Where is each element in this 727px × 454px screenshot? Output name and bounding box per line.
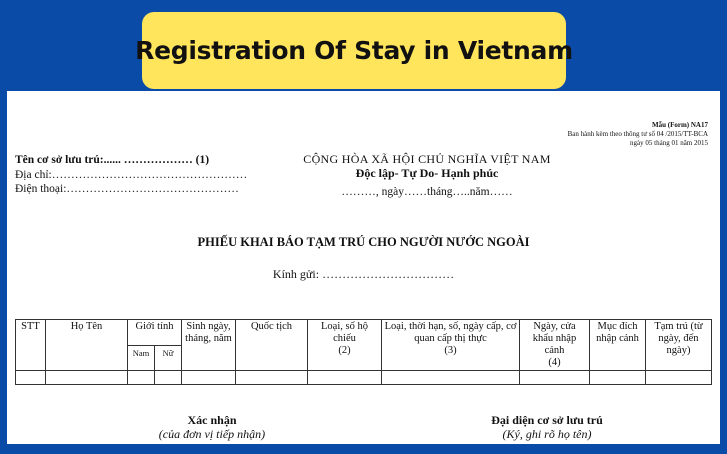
- table-cell: [46, 371, 128, 385]
- col-passport-num: (2): [338, 345, 351, 356]
- col-nationality: Quốc tịch: [236, 320, 308, 371]
- nation-heading: CỘNG HÒA XÃ HỘI CHỦ NGHĨA VIỆT NAM: [303, 152, 551, 166]
- col-passport-label: Loại, số hộ chiếu: [321, 321, 368, 344]
- table-cell: [182, 371, 236, 385]
- col-entry-num: (4): [548, 357, 561, 368]
- facility-phone: Điện thoại:………………………………………: [15, 183, 239, 195]
- form-title: PHIẾU KHAI BÁO TẠM TRÚ CHO NGƯỜI NƯỚC NGOÀI: [197, 235, 530, 249]
- table-cell: [128, 371, 155, 385]
- table-cell: [382, 371, 520, 385]
- col-entry: [520, 320, 590, 371]
- rep-sub: (Ký, ghi rõ họ tên): [502, 427, 592, 441]
- table-cell: [590, 371, 646, 385]
- col-entry-label: Ngày, cửa khẩu nhập cảnh: [532, 321, 577, 356]
- table-cell: [646, 371, 712, 385]
- table-cell: [520, 371, 590, 385]
- table-cell: [155, 371, 182, 385]
- form-document: [7, 91, 720, 444]
- table-cell: [308, 371, 382, 385]
- col-visa: [382, 320, 520, 371]
- col-visa-label: Loại, thời hạn, số, ngày cấp, cơ quan cấp thị thực: [384, 321, 517, 344]
- rep-title: Đại diện cơ sở lưu trú: [491, 413, 603, 427]
- table-row: [16, 371, 712, 385]
- form-code-line2: Ban hành kèm theo thông tư số 04 /2015/TT-BCA: [567, 130, 708, 138]
- col-passport: [308, 320, 382, 371]
- col-male: Nam: [128, 345, 155, 371]
- dateline: ………, ngày……tháng…..năm……: [341, 186, 513, 198]
- confirm-block: [137, 413, 287, 441]
- col-dob: Sinh ngày, tháng, năm: [182, 320, 236, 371]
- motto: Độc lập- Tự Do- Hạnh phúc: [355, 166, 499, 180]
- form-code-label: Mẫu (Form) NA17: [652, 121, 708, 129]
- table-cell: [16, 371, 46, 385]
- facility-address: Địa chỉ:……………………………………………: [15, 168, 248, 181]
- col-stt: STT: [16, 320, 46, 371]
- title-banner: [135, 12, 573, 89]
- recipient-line: Kính gửi: ……………………………: [272, 267, 455, 281]
- col-female: Nữ: [155, 345, 182, 371]
- confirm-title: Xác nhận: [187, 413, 237, 427]
- confirm-sub: (của đơn vị tiếp nhận): [158, 427, 266, 441]
- facility-name: Tên cơ sở lưu trú:...... ……………… (1): [15, 154, 210, 166]
- col-name: Họ Tên: [46, 320, 128, 371]
- form-code-line3: ngày 05 tháng 01 năm 2015: [630, 139, 708, 147]
- col-visa-num: (3): [444, 345, 457, 356]
- registration-table: [15, 319, 712, 385]
- table-cell: [236, 371, 308, 385]
- col-gender: Giới tính: [128, 320, 182, 346]
- banner-title: Registration Of Stay in Vietnam: [135, 36, 573, 65]
- form-code: [568, 121, 708, 148]
- representative-block: [447, 413, 647, 441]
- col-purpose: Mục đích nhập cảnh: [590, 320, 646, 371]
- col-stay: Tạm trú (từ ngày, đến ngày): [646, 320, 712, 371]
